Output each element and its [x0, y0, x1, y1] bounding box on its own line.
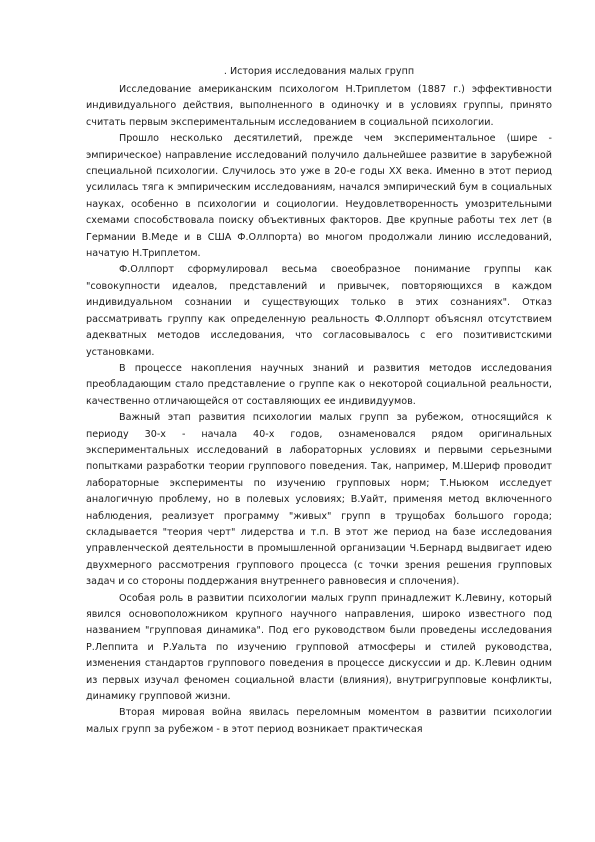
paragraph-lewin: Особая роль в развитии психологии малых групп принадлежит К.Левину, который явился основоположником крупного научного направления, широко известного под названием "групповая динамика". Под его руководством были проведены исследования Р.Леппита и Р.Уальта по изучению групповой атмосферы и стилей руководства, изменения стандартов группового поведения в процессе дискуссии и др. К.Левин одним из первых изучал феномен социальной власти (влияния), внутригрупповые конфликты, динамику групповой жизни. [86, 592, 552, 703]
document-title: . История исследования малых групп [223, 66, 415, 77]
paragraph-30s-40s-research: Важный этап развития психологии малых групп за рубежом, относящийся к периоду 30-х - начала 40-х годов, ознаменовался рядом оригинальных экспериментальных исследований в лабораторных условиях и первыми серьезными попытками разработки теории группового поведения. Так, например, М.Шериф проводит лабораторные эксперименты по изучению групповых норм; Т.Ньюком исследует аналогичную проблему, но в полевых условиях; В.Уайт, применяя метод включенного наблюдения, реализует программу "живых" групп в трущобах большого города; складывается "теория черт" лидерства и т.п. В этот же период на базе исследования управленческой деятельности в промышленной организации Ч.Бернард выдвигает идею двухмерного рассмотрения группового процесса (с точки зрения решения групповых задач и со стороны поддержания внутреннего равновесия и сплочения). [86, 412, 552, 588]
paragraph-triplett: Исследование американским психологом Н.Триплетом (1887 г.) эффективности индивидуального действия, выполненного в одиночку и в условиях группы, принято считать первым экспериментальным исследованием в социальной психологии. [86, 84, 552, 128]
paragraph-allport: Ф.Оллпорт сформулировал весьма своеобразное понимание группы как "совокупности идеалов, представлений и привычек, повторяющихся в каждом индивидуальном сознании и существующих только в этих сознаниях". Отказ рассматривать группу как определенную реальность Ф.Оллпорт объяснял отсутствием адекватных методов исследования, что согласовывалось с его позитивистскими установками. [86, 264, 552, 358]
paragraph-world-war: Вторая мировая война явилась переломным моментом в развитии психологии малых групп за рубежом - в этот период возникает практическая [86, 707, 552, 735]
document-page [86, 64, 552, 738]
paragraph-social-reality: В процессе накопления научных знаний и развития методов исследования преобладающим стало представление о группе как о некоторой социальной реальности, качественно отличающейся от составляющих ее индивидуумов. [86, 362, 552, 407]
paragraph-empirical-development: Прошло несколько десятилетий, прежде чем экспериментальное (шире - эмпирическое) направление исследований получило дальнейшее развитие в зарубежной специальной психологии. Случилось это уже в 20-е годы XX века. Именно в этот период усилилась тяга к эмпирическим исследованиям, начался эмпирический бум в социальных науках, особенно в психологии и социологии. Неудовлетворенность умозрительными схемами способствовала поиску объективных факторов. Две крупные работы тех лет (в Германии В.Меде и в США Ф.Оллпорта) во многом продолжали линию исследований, начатую Н.Триплетом. [86, 133, 552, 260]
